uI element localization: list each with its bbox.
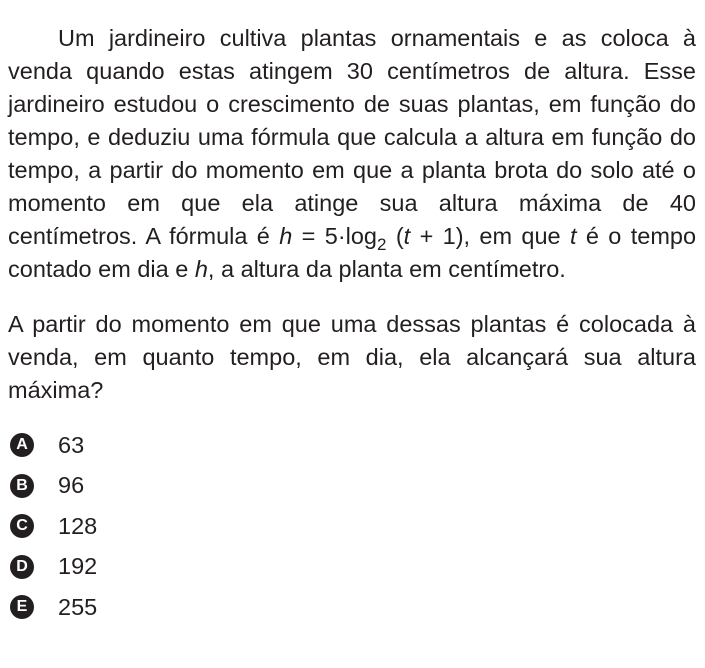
statement-text-b: , em que — [463, 223, 561, 249]
formula-eq: = 5·log — [301, 223, 378, 249]
formula-rest: + 1) — [419, 223, 464, 249]
option-letter-badge: E — [10, 595, 34, 619]
problem-statement — [8, 22, 696, 286]
formula — [279, 223, 464, 254]
option-b[interactable] — [8, 466, 696, 507]
option-e[interactable] — [8, 587, 696, 628]
formula-lhs: h — [279, 223, 293, 249]
option-value: 255 — [58, 593, 98, 620]
option-letter-badge: D — [10, 555, 34, 579]
statement-text-c: é o tempo contado em dia e — [8, 223, 697, 282]
option-letter-badge: B — [10, 474, 34, 498]
statement-text-d: , a altura da planta em centímetro. — [207, 256, 566, 282]
option-letter-badge: A — [10, 433, 34, 457]
option-c[interactable] — [8, 506, 696, 547]
option-letter-badge: C — [10, 514, 34, 538]
option-d[interactable] — [8, 547, 696, 588]
question-content — [8, 22, 696, 628]
formula-log-base: 2 — [377, 235, 387, 254]
question-prompt: A partir do momento em que uma dessas plantas é colocada à venda, em quanto tempo, em dia, ela alcançará sua altura máxima? — [8, 311, 696, 403]
option-value: 96 — [58, 472, 85, 499]
option-value: 63 — [58, 431, 85, 458]
answer-options — [8, 425, 696, 628]
formula-paren-open: ( — [395, 223, 404, 249]
formula-var-t: t — [403, 223, 411, 249]
variable-t: t — [570, 223, 577, 249]
option-value: 128 — [58, 512, 98, 539]
variable-h: h — [194, 256, 208, 282]
option-value: 192 — [58, 553, 98, 580]
option-a[interactable] — [8, 425, 696, 466]
statement-text: Um jardineiro cultiva plantas ornamentais e as coloca à venda quando estas atingem 30 centímetros de altura. Esse jardineiro estudou o crescimento de suas plantas, em função do tempo, e deduziu uma fórmula que calcula a altura em função do tempo, a partir do momento em que a planta brota do solo até o momento em que ela atinge sua altura máxima de 40 centímetros. A fórmula é — [8, 25, 696, 249]
